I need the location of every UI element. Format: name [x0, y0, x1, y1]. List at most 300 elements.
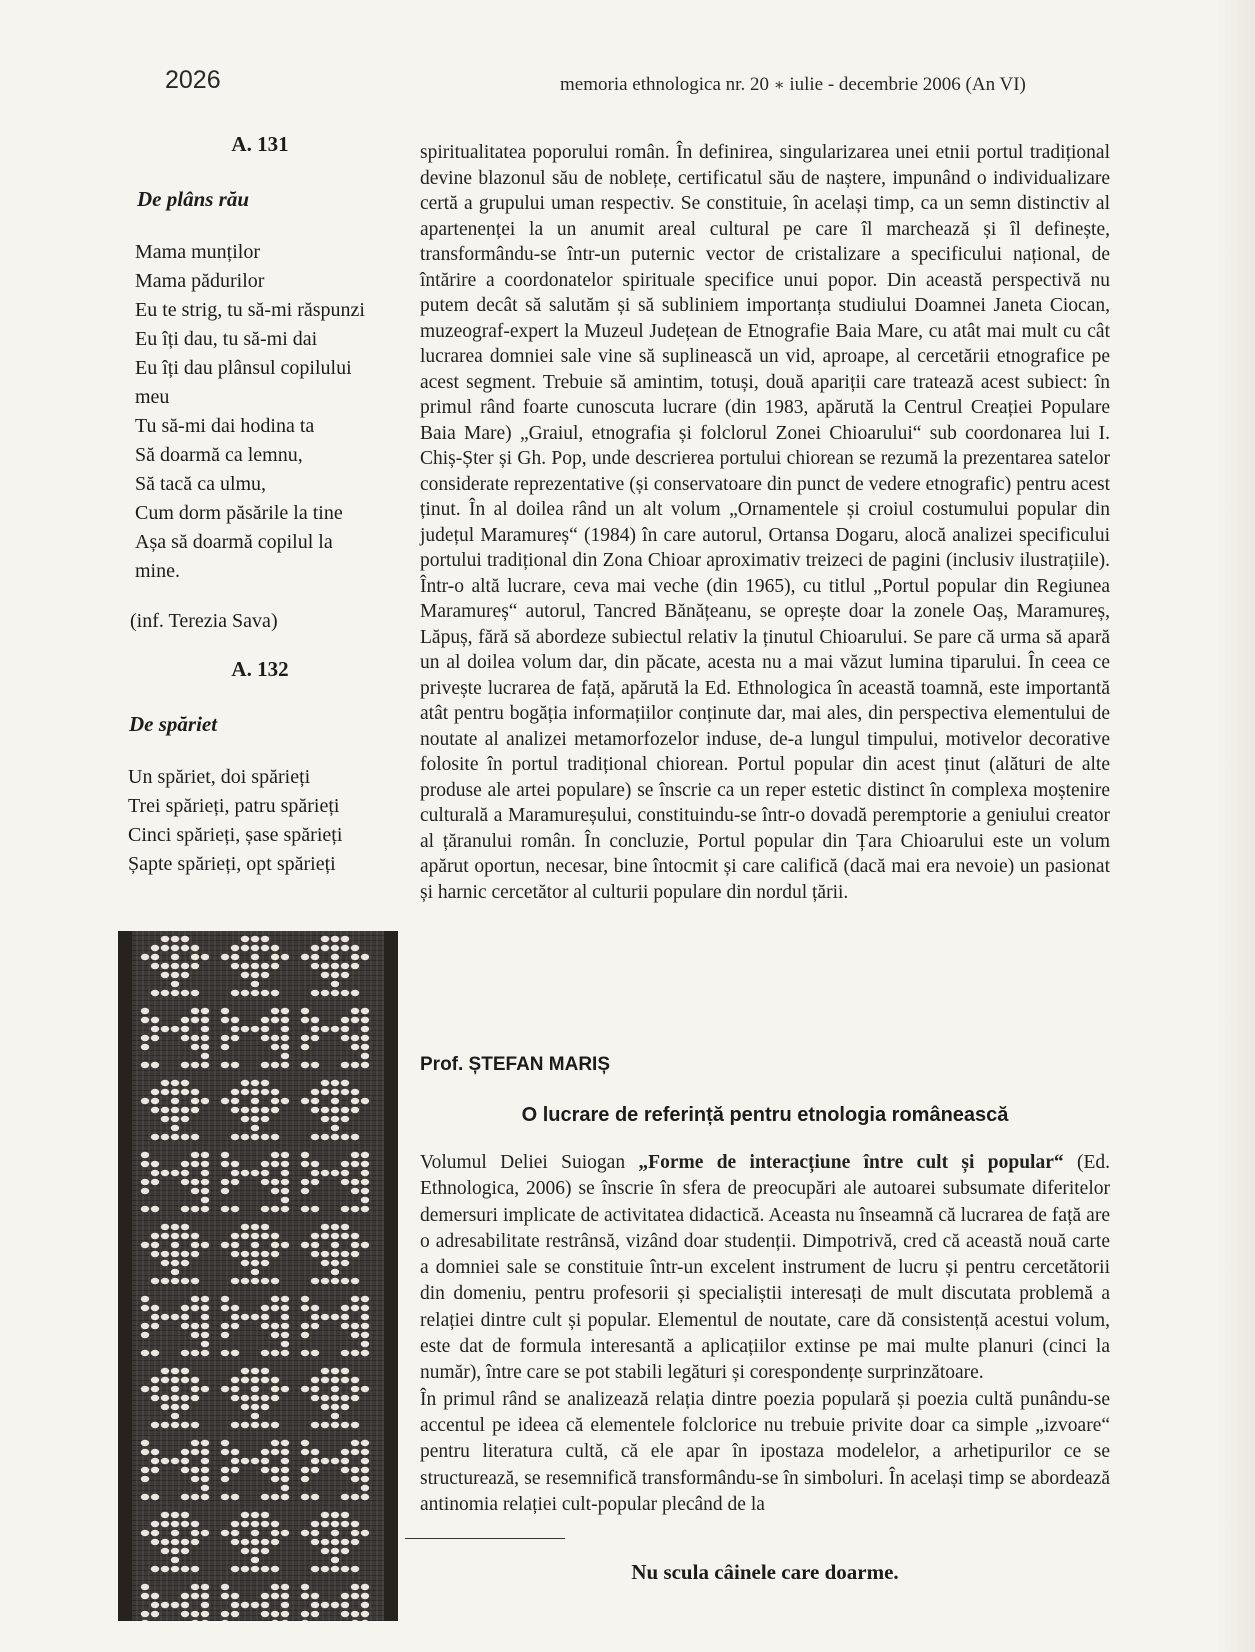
textile-stitch	[151, 963, 159, 969]
textile-stitch	[301, 1098, 309, 1104]
textile-stitch	[171, 1368, 179, 1374]
textile-stitch	[321, 1278, 329, 1284]
textile-stitch	[221, 1350, 229, 1356]
textile-stitch	[191, 1350, 199, 1356]
textile-stitch	[201, 1035, 209, 1041]
textile-stitch	[171, 1314, 179, 1320]
textile-stitch	[161, 936, 169, 942]
textile-stitch	[231, 990, 239, 996]
poem-line: Tu să-mi dai hodina ta	[135, 415, 315, 437]
textile-stitch	[251, 1566, 259, 1572]
textile-stitch	[351, 1449, 359, 1455]
textile-stitch	[261, 1377, 269, 1383]
textile-stitch	[361, 1323, 369, 1329]
textile-stitch	[351, 1593, 359, 1599]
textile-stitch	[311, 1278, 319, 1284]
textile-stitch	[151, 1566, 159, 1572]
textile-stitch	[231, 1026, 239, 1032]
textile-stitch	[261, 1395, 269, 1401]
textile-stitch	[261, 1593, 269, 1599]
textile-stitch	[261, 1494, 269, 1500]
textile-stitch	[241, 1458, 249, 1464]
textile-stitch	[241, 1395, 249, 1401]
textile-stitch	[251, 1251, 259, 1257]
poem-lines	[135, 238, 405, 586]
textile-stitch	[281, 1305, 289, 1311]
textile-stitch	[151, 1089, 159, 1095]
textile-stitch	[301, 1152, 309, 1158]
textile-stitch	[171, 1557, 179, 1563]
textile-stitch	[321, 1368, 329, 1374]
poem-line: meu	[135, 386, 170, 408]
textile-stitch	[361, 1530, 369, 1536]
textile-stitch	[181, 1494, 189, 1500]
textile-stitch	[251, 1224, 259, 1230]
textile-stitch	[161, 963, 169, 969]
textile-stitch	[341, 1161, 349, 1167]
textile-stitch	[361, 1053, 369, 1059]
textile-stitch	[271, 1107, 279, 1113]
textile-stitch	[161, 1395, 169, 1401]
textile-stitch	[321, 1026, 329, 1032]
textile-stitch	[271, 1206, 279, 1212]
textile-stitch	[311, 945, 319, 951]
textile-stitch	[261, 1080, 269, 1086]
textile-stitch	[181, 1566, 189, 1572]
textile-stitch	[181, 1026, 189, 1032]
textile-stitch	[351, 1530, 359, 1536]
textile-stitch	[201, 1449, 209, 1455]
textile-stitch	[361, 1440, 369, 1446]
textile-stitch	[311, 1422, 319, 1428]
textile-stitch	[151, 1107, 159, 1113]
textile-stitch	[161, 1521, 169, 1527]
textile-stitch	[251, 1368, 259, 1374]
textile-stitch	[311, 1233, 319, 1239]
textile-stitch	[231, 1242, 239, 1248]
textile-stitch	[351, 1566, 359, 1572]
textile-stitch	[351, 1278, 359, 1284]
textile-stitch	[241, 945, 249, 951]
textile-stitch	[301, 1476, 309, 1482]
textile-stitch	[241, 1539, 249, 1545]
textile-stitch	[271, 1278, 279, 1284]
textile-stitch	[261, 1260, 269, 1266]
textile-stitch	[151, 1521, 159, 1527]
textile-stitch	[221, 1467, 229, 1473]
textile-stitch	[241, 990, 249, 996]
textile-stitch	[281, 1584, 289, 1590]
poem-title: De spăriet	[129, 712, 218, 736]
textile-stitch	[341, 1062, 349, 1068]
textile-stitch	[181, 1521, 189, 1527]
textile-stitch	[311, 1494, 319, 1500]
textile-stitch	[171, 1377, 179, 1383]
textile-stitch	[231, 1035, 239, 1041]
textile-stitch	[361, 1584, 369, 1590]
textile-stitch	[161, 990, 169, 996]
textile-stitch	[351, 1044, 359, 1050]
textile-stitch	[141, 1206, 149, 1212]
textile-stitch	[181, 1323, 189, 1329]
poem-line: Așa să doarmă copilul la	[135, 531, 333, 553]
textile-stitch	[331, 1269, 339, 1275]
textile-stitch	[241, 1368, 249, 1374]
textile-stitch	[331, 1386, 339, 1392]
textile-stitch	[331, 1368, 339, 1374]
textile-stitch	[141, 1467, 149, 1473]
textile-stitch	[181, 1404, 189, 1410]
textile-stitch	[321, 1377, 329, 1383]
textile-stitch	[311, 1602, 319, 1608]
textile-stitch	[311, 1386, 319, 1392]
textile-stitch	[351, 1206, 359, 1212]
textile-stitch	[231, 1062, 239, 1068]
textile-stitch	[161, 1026, 169, 1032]
textile-stitch	[191, 1179, 199, 1185]
textile-stitch	[161, 1539, 169, 1545]
textile-stitch	[251, 1404, 259, 1410]
textile-stitch	[191, 1035, 199, 1041]
textile-stitch	[261, 990, 269, 996]
textile-stitch	[261, 1512, 269, 1518]
textile-stitch	[271, 1539, 279, 1545]
textile-stitch	[201, 1314, 209, 1320]
textile-stitch	[341, 1134, 349, 1140]
textile-stitch	[141, 1188, 149, 1194]
textile-stitch	[311, 1467, 319, 1473]
textile-stitch	[271, 1620, 279, 1621]
textile-stitch	[261, 1539, 269, 1545]
textile-stitch	[321, 1602, 329, 1608]
textile-stitch	[281, 1386, 289, 1392]
textile-stitch	[221, 1242, 229, 1248]
textile-stitch	[171, 1080, 179, 1086]
textile-stitch	[191, 1242, 199, 1248]
textile-stitch	[361, 1098, 369, 1104]
article-second	[420, 1150, 1110, 1518]
textile-stitch	[301, 1161, 309, 1167]
textile-stitch	[331, 1260, 339, 1266]
textile-stitch	[231, 1314, 239, 1320]
textile-stitch	[351, 963, 359, 969]
textile-stitch	[181, 1080, 189, 1086]
textile-stitch	[261, 1314, 269, 1320]
textile-stitch	[231, 1449, 239, 1455]
textile-stitch	[241, 1233, 249, 1239]
textile-stitch	[321, 990, 329, 996]
textile-stitch	[241, 1224, 249, 1230]
textile-stitch	[351, 1152, 359, 1158]
textile-stitch	[311, 1305, 319, 1311]
textile-stitch	[261, 945, 269, 951]
textile-stitch	[141, 1008, 149, 1014]
textile-stitch	[191, 1521, 199, 1527]
textile-stitch	[191, 1161, 199, 1167]
textile-stitch	[251, 1413, 259, 1419]
textile-stitch	[171, 1107, 179, 1113]
textile-stitch	[201, 1332, 209, 1338]
textile-stitch	[331, 963, 339, 969]
textile-stitch	[191, 1017, 199, 1023]
textile-stitch	[351, 1179, 359, 1185]
textile-stitch	[251, 1395, 259, 1401]
textile-stitch	[201, 1026, 209, 1032]
textile-stitch	[311, 963, 319, 969]
textile-stitch	[201, 954, 209, 960]
textile-stitch	[151, 1233, 159, 1239]
textile-stitch	[181, 1593, 189, 1599]
textile-stitch	[341, 1035, 349, 1041]
textile-stitch	[181, 1107, 189, 1113]
textile-stitch	[241, 972, 249, 978]
textile-stitch	[311, 1539, 319, 1545]
textile-stitch	[281, 1044, 289, 1050]
textile-stitch	[351, 990, 359, 996]
textile-stitch	[171, 1548, 179, 1554]
textile-stitch	[261, 1116, 269, 1122]
textile-stitch	[331, 1530, 339, 1536]
textile-stitch	[341, 1494, 349, 1500]
textile-stitch	[261, 1089, 269, 1095]
textile-stitch	[241, 1404, 249, 1410]
textile-stitch	[301, 1206, 309, 1212]
textile-stitch	[221, 1620, 229, 1621]
asterisk-icon: ∗	[773, 77, 785, 94]
poem-line: Trei spărieți, patru spărieți	[128, 795, 340, 817]
textile-stitch	[311, 1206, 319, 1212]
textile-stitch	[151, 1314, 159, 1320]
textile-stitch	[261, 963, 269, 969]
textile-stitch	[331, 954, 339, 960]
textile-stitch	[251, 1260, 259, 1266]
textile-stitch	[351, 1350, 359, 1356]
textile-stitch	[241, 1134, 249, 1140]
textile-stitch	[261, 1035, 269, 1041]
textile-stitch	[241, 1278, 249, 1284]
textile-stitch	[171, 1026, 179, 1032]
poem-line: Să doarmă ca lemnu,	[135, 444, 303, 466]
textile-stitch	[351, 1188, 359, 1194]
textile-stitch	[301, 1296, 309, 1302]
textile-stitch	[231, 954, 239, 960]
textile-stitch	[231, 1134, 239, 1140]
textile-stitch	[321, 1314, 329, 1320]
textile-stitch	[201, 1044, 209, 1050]
textile-stitch	[271, 1377, 279, 1383]
textile-stitch	[221, 1323, 229, 1329]
textile-stitch	[301, 1584, 309, 1590]
textile-stitch	[191, 1584, 199, 1590]
textile-stitch	[201, 1008, 209, 1014]
textile-stitch	[251, 1116, 259, 1122]
textile-stitch	[301, 1332, 309, 1338]
textile-stitch	[311, 1179, 319, 1185]
textile-stitch	[151, 1062, 159, 1068]
textile-stitch	[341, 1089, 349, 1095]
textile-stitch	[331, 1098, 339, 1104]
textile-stitch	[221, 1098, 229, 1104]
textile-stitch	[271, 1476, 279, 1482]
textile-stitch	[171, 945, 179, 951]
textile-stitch	[251, 1458, 259, 1464]
textile-stitch	[221, 1476, 229, 1482]
textile-stitch	[181, 1170, 189, 1176]
textile-stitch	[231, 1593, 239, 1599]
textile-stitch	[351, 1062, 359, 1068]
textile-stitch	[181, 1548, 189, 1554]
textile-stitch	[241, 1602, 249, 1608]
poem-line: Eu te strig, tu să-mi răspunzi	[135, 299, 365, 321]
textile-stitch	[331, 1089, 339, 1095]
textile-stitch	[311, 1098, 319, 1104]
textile-stitch	[201, 1341, 209, 1347]
textile-stitch	[341, 1323, 349, 1329]
textile-stitch	[161, 1512, 169, 1518]
textile-stitch	[251, 1422, 259, 1428]
textile-stitch	[261, 1206, 269, 1212]
textile-stitch	[191, 1251, 199, 1257]
textile-stitch	[361, 1008, 369, 1014]
textile-stitch	[181, 990, 189, 996]
textile-stitch	[161, 945, 169, 951]
textile-stitch	[351, 1467, 359, 1473]
textile-stitch	[151, 1170, 159, 1176]
poem-informant: (inf. Terezia Sava)	[130, 610, 278, 632]
textile-stitch	[361, 1026, 369, 1032]
textile-stitch	[181, 1017, 189, 1023]
textile-stitch	[311, 1017, 319, 1023]
article-body	[420, 1150, 1110, 1387]
textile-stitch	[351, 1089, 359, 1095]
textile-stitch	[351, 1107, 359, 1113]
textile-stitch	[341, 1422, 349, 1428]
textile-stitch	[281, 1350, 289, 1356]
textile-stitch	[281, 1062, 289, 1068]
textile-stitch	[311, 1458, 319, 1464]
textile-stitch	[231, 963, 239, 969]
textile-stitch	[181, 1260, 189, 1266]
textile-stitch	[261, 1611, 269, 1617]
textile-stitch	[341, 1395, 349, 1401]
textile-stitch	[361, 1197, 369, 1203]
textile-stitch	[231, 1566, 239, 1572]
textile-stitch	[361, 1170, 369, 1176]
textile-stitch	[281, 1476, 289, 1482]
textile-stitch	[251, 1170, 259, 1176]
textile-stitch	[141, 1035, 149, 1041]
textile-stitch	[201, 1593, 209, 1599]
textile-stitch	[151, 1323, 159, 1329]
textile-stitch	[281, 1008, 289, 1014]
textile-stitch	[321, 945, 329, 951]
textile-stitch	[341, 945, 349, 951]
textile-stitch	[251, 1557, 259, 1563]
textile-stitch	[201, 1494, 209, 1500]
textile-stitch	[191, 1440, 199, 1446]
textile-stitch	[331, 1224, 339, 1230]
textile-stitch	[201, 1584, 209, 1590]
textile-stitch	[201, 1467, 209, 1473]
textile-stitch	[311, 1314, 319, 1320]
textile-stitch	[141, 1494, 149, 1500]
textile-stitch	[231, 1521, 239, 1527]
textile-stitch	[281, 1458, 289, 1464]
textile-stitch	[261, 1134, 269, 1140]
textile-stitch	[191, 1530, 199, 1536]
textile-stitch	[271, 1062, 279, 1068]
textile-stitch	[171, 963, 179, 969]
textile-stitch	[311, 990, 319, 996]
textile-stitch	[251, 990, 259, 996]
textile-stitch	[181, 1449, 189, 1455]
textile-stitch	[241, 1512, 249, 1518]
textile-stitch	[351, 1233, 359, 1239]
textile-stitch	[271, 1161, 279, 1167]
textile-stitch	[231, 1206, 239, 1212]
textile-stitch	[341, 936, 349, 942]
textile-stitch	[341, 972, 349, 978]
textile-stitch	[351, 954, 359, 960]
textile-stitch	[161, 1233, 169, 1239]
textile-stitch	[271, 945, 279, 951]
textile-stitch	[261, 1404, 269, 1410]
textile-stitch	[361, 1494, 369, 1500]
textile-stitch	[151, 1386, 159, 1392]
textile-stitch	[311, 1089, 319, 1095]
textile-stitch	[161, 1278, 169, 1284]
textile-stitch	[231, 1179, 239, 1185]
textile-stitch	[141, 1350, 149, 1356]
textile-stitch	[151, 1395, 159, 1401]
textile-stitch	[161, 1134, 169, 1140]
textile-stitch	[251, 1530, 259, 1536]
textile-stitch	[231, 1602, 239, 1608]
textile-stitch	[311, 1035, 319, 1041]
textile-stitch	[281, 1341, 289, 1347]
textile-stitch	[151, 990, 159, 996]
textile-stitch	[321, 1404, 329, 1410]
textile-stitch	[261, 1170, 269, 1176]
textile-stitch	[251, 1269, 259, 1275]
textile-stitch	[351, 1296, 359, 1302]
textile-stitch	[341, 1512, 349, 1518]
textile-stitch	[201, 1242, 209, 1248]
textile-stitch	[251, 1107, 259, 1113]
textile-stitch	[221, 1440, 229, 1446]
textile-stitch	[301, 1440, 309, 1446]
textile-stitch	[281, 1035, 289, 1041]
textile-stitch	[141, 1017, 149, 1023]
textile-stitch	[271, 1035, 279, 1041]
textile-stitch	[341, 1026, 349, 1032]
running-header	[560, 74, 1120, 96]
textile-stitch	[251, 945, 259, 951]
textile-stitch	[161, 1251, 169, 1257]
poem-lines	[128, 763, 405, 879]
textile-stitch	[271, 1251, 279, 1257]
textile-stitch	[281, 1179, 289, 1185]
textile-stitch	[301, 1530, 309, 1536]
textile-stitch	[351, 1098, 359, 1104]
textile-stitch	[151, 1251, 159, 1257]
textile-stitch	[271, 1593, 279, 1599]
textile-stitch	[261, 1548, 269, 1554]
scan-edge-shadow	[1215, 0, 1255, 1652]
textile-stitch	[221, 1044, 229, 1050]
textile-stitch	[141, 1098, 149, 1104]
textile-stitch	[331, 1242, 339, 1248]
